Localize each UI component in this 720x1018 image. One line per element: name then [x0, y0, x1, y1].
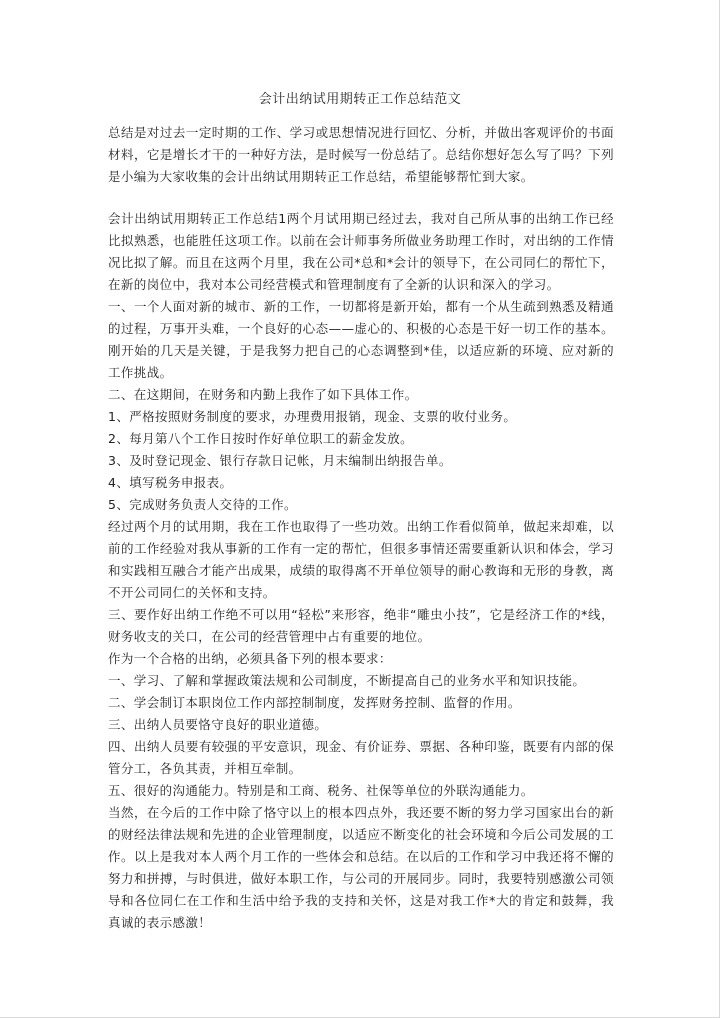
duty-item: 3、及时登记现金、银行存款日记帐，月末编制出纳报告单。 [108, 453, 452, 468]
section-mindset-paragraph: 一、一个人面对新的城市、新的工作，一切都将是新开始，都有一个从生疏到熟悉及精通的过程，万事开头难，一个良好的心态——虚心的、积极的心态是干好一切工作的基本。刚开始的几天是关键，于是我努力把自己的心态调整到*佳，以适应新的环境、应对新的工作挑战。 [108, 299, 614, 380]
results-paragraph: 经过两个月的试用期，我在工作也取得了一些功效。出纳工作看似简单，做起来却难，以前的工作经验对我从事新的工作有一定的帮忙，但很多事情还需要重新认识和体会，学习和实践相互融合才能产出成果，成绩的取得离不开单位领导的耐心教诲和无形的身教，离不开公司同仁的关怀和支持。 [108, 519, 614, 600]
intro-paragraph: 总结是对过去一定时期的工作、学习或思想情况进行回忆、分析，并做出客观评价的书面材料，它是增长才干的一种好方法，是时候写一份总结了。总结你想好怎么写了吗？下列是小编为大家收集的会计出纳试用期转正工作总结，希望能够帮忙到大家。 [108, 125, 614, 184]
requirement-item: 四、出纳人员要有较强的平安意识，现金、有价证券、票据、各种印鉴，既要有内部的保管分工，各负其责，并相互牵制。 [108, 739, 614, 776]
requirement-item: 二、学会制订本职岗位工作内部控制制度，发挥财务控制、监督的作用。 [108, 695, 521, 710]
intro-section [108, 122, 614, 188]
requirements-intro: 作为一个合格的出纳，必须具备下列的根本要求： [108, 651, 392, 666]
section-duties-heading: 二、在这期间，在财务和内勤上我作了如下具体工作。 [108, 387, 418, 402]
requirement-item: 五、很好的沟通能力。特别是和工商、税务、社保等单位的外联沟通能力。 [108, 783, 534, 798]
summary-paragraph: 会计出纳试用期转正工作总结1两个月试用期已经过去，我对自己所从事的出纳工作已经比拟熟悉，也能胜任这项工作。以前在会计师事务所做业务助理工作时，对出纳的工作情况比拟了解。而且在这两个月里，我在公司*总和*会计的领导下，在公司同仁的帮忙下，在新的岗位中，我对本公司经营模式和管理制度有了全新的认识和深入的学习。 [108, 211, 614, 292]
duty-item: 2、每月第八个工作日按时作好单位职工的薪金发放。 [108, 431, 414, 446]
section-importance-paragraph: 三、要作好出纳工作绝不可以用“轻松”来形容，绝非“雕虫小技”，它是经济工作的*线，财务收支的关口，在公司的经营管理中占有重要的地位。 [108, 607, 614, 644]
document-body [108, 208, 614, 934]
duty-item: 4、填写税务申报表。 [108, 475, 233, 490]
duty-item: 5、完成财务负责人交待的工作。 [108, 497, 297, 512]
requirement-item: 三、出纳人员要恪守良好的职业道德。 [108, 717, 328, 732]
duty-item: 1、严格按照财务制度的要求，办理费用报销，现金、支票的收付业务。 [108, 409, 517, 424]
closing-paragraph: 当然，在今后的工作中除了恪守以上的根本四点外，我还要不断的努力学习国家出台的新的财经法律法规和先进的企业管理制度，以适应不断变化的社会环境和今后公司发展的工作。以上是我对本人两个月工作的一些体会和总结。在以后的工作和学习中我还将不懈的努力和拼搏，与时俱进，做好本职工作，与公司的开展同步。同时，我要特别感激公司领导和各位同仁在工作和生活中给予我的支持和关怀，这是对我工作*大的肯定和鼓舞，我真诚的表示感激！ [108, 805, 614, 930]
document-title: 会计出纳试用期转正工作总结范文 [258, 92, 462, 107]
requirement-item: 一、学习、了解和掌握政策法规和公司制度，不断提高自己的业务水平和知识技能。 [108, 673, 586, 688]
